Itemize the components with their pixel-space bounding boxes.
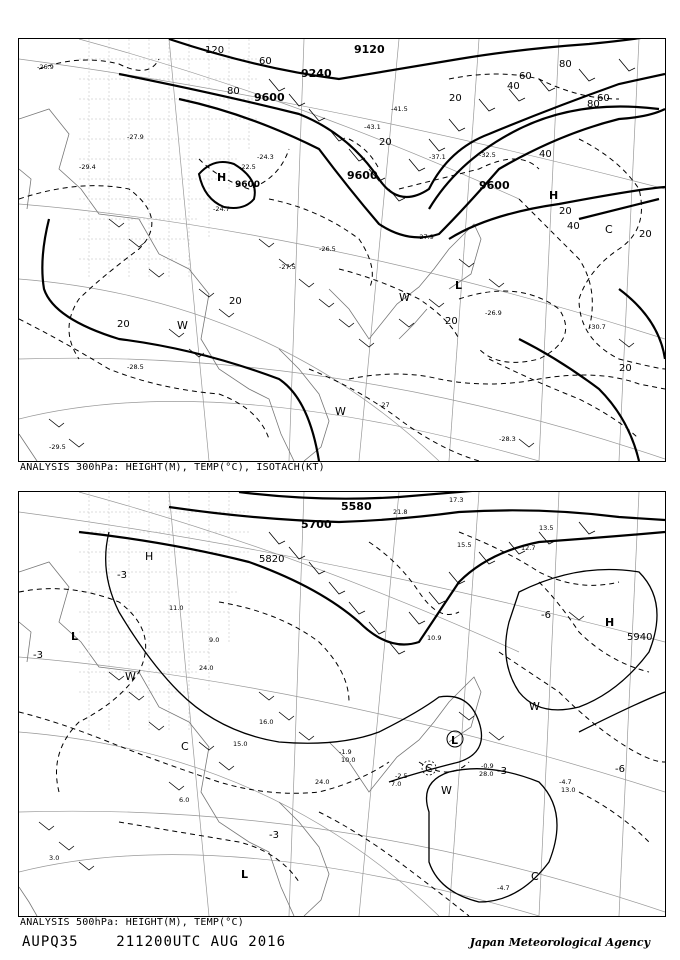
temperature-isotherms <box>19 532 665 916</box>
station-value: 28.0 <box>479 770 494 778</box>
station-value: 16.0 <box>259 718 274 726</box>
isotach-label: 20 <box>639 229 652 240</box>
temperature-label: -28.3 <box>499 435 516 443</box>
isotach-label: 20 <box>449 93 462 104</box>
warm-center-marker: W <box>177 319 188 332</box>
temperature-label: -3 <box>497 766 507 777</box>
temperature-label: -27 <box>379 401 390 409</box>
agency-name: Japan Meteorological Agency <box>469 936 650 949</box>
temperature-label: -28.5 <box>127 363 144 371</box>
isotach-label: 80 <box>587 99 600 110</box>
chart-500hpa <box>18 491 666 917</box>
temperature-label: -30.7 <box>589 323 606 331</box>
station-value: 9.0 <box>209 636 220 644</box>
isotach-label: 80 <box>227 86 240 97</box>
temperature-label: -26.9 <box>37 63 54 71</box>
height-label: 9120 <box>354 43 385 56</box>
temperature-label: -24.7 <box>213 205 230 213</box>
temperature-label: -43.1 <box>364 123 381 131</box>
height-contours <box>42 39 665 461</box>
cold-center-marker: C <box>425 762 433 775</box>
temperature-label: -2.5 <box>395 772 408 780</box>
chart-code: AUPQ35 <box>22 934 79 950</box>
temperature-label: -29.5 <box>49 443 66 451</box>
temperature-label: -22.5 <box>239 163 256 171</box>
temperature-label: -27.9 <box>127 133 144 141</box>
warm-center-marker: W <box>399 291 410 304</box>
graticule <box>19 492 665 916</box>
thin-height-contours <box>106 532 665 902</box>
isotach-label: 20 <box>559 206 572 217</box>
temperature-label: -0.9 <box>481 762 494 770</box>
station-value: 7.0 <box>391 780 402 788</box>
isotach-label: 20 <box>229 296 242 307</box>
isotach-label: 60 <box>597 93 610 104</box>
temperature-label: -3 <box>117 570 127 581</box>
low-pressure-marker: L <box>455 279 463 292</box>
station-value: 24.0 <box>315 778 330 786</box>
height-label: 9600 <box>347 169 378 182</box>
cold-center-marker: C <box>531 870 539 883</box>
warm-center-marker: W <box>125 670 136 683</box>
low-pressure-marker: L <box>71 630 79 643</box>
warm-center-marker: W <box>335 405 346 418</box>
high-pressure-marker: H <box>549 189 559 202</box>
high-pressure-label: 9600 <box>235 180 261 190</box>
station-value: 24.0 <box>199 664 214 672</box>
temperature-label: -1.9 <box>339 748 352 756</box>
temperature-label: -6 <box>541 610 551 621</box>
isotach-label: 40 <box>507 81 520 92</box>
temperature-label: -27.9 <box>417 233 434 241</box>
height-label: 5940 <box>627 632 653 643</box>
height-contours <box>79 492 665 645</box>
height-label: 9600 <box>254 91 285 104</box>
station-value: 3.0 <box>49 854 60 862</box>
warm-center-marker: W <box>441 784 452 797</box>
terrain-grid <box>79 492 249 732</box>
temperature-label: -29.4 <box>79 163 96 171</box>
isotach-label: 20 <box>619 363 632 374</box>
temperature-label: -37.1 <box>429 153 446 161</box>
chart-id-line <box>22 934 286 950</box>
temperature-label: -41.5 <box>391 105 408 113</box>
isotach-label: 60 <box>259 56 272 67</box>
station-value: 12.7 <box>521 544 536 552</box>
station-value: 15.0 <box>233 740 248 748</box>
high-pressure-marker: H <box>605 616 615 629</box>
height-label: 9240 <box>301 67 332 80</box>
height-label: 9600 <box>479 179 510 192</box>
terrain-grid <box>79 39 259 279</box>
temperature-label: -32.5 <box>479 151 496 159</box>
high-pressure-marker: H <box>217 171 227 184</box>
station-value: 11.0 <box>169 604 184 612</box>
cold-center-marker: C <box>605 223 613 236</box>
station-value: 21.8 <box>393 508 408 516</box>
temperature-label: -4.7 <box>559 778 572 786</box>
temperature-label: -3 <box>269 830 279 841</box>
chart-300hpa-map <box>19 39 665 461</box>
low-pressure-marker: L <box>241 868 249 881</box>
chart-300hpa-caption: ANALYSIS 300hPa: HEIGHT(M), TEMP(°C), ISOTACH(KT) <box>20 462 325 473</box>
isotach-contours <box>19 59 665 461</box>
temperature-label: -6 <box>615 764 625 775</box>
isotach-label: 20 <box>445 316 458 327</box>
chart-500hpa-map <box>19 492 665 916</box>
high-pressure-marker: H <box>145 550 154 563</box>
temperature-label: -4.7 <box>497 884 510 892</box>
temperature-label: -26.5 <box>319 245 336 253</box>
isotach-label: 40 <box>539 149 552 160</box>
valid-time: 211200UTC AUG 2016 <box>116 934 287 950</box>
isotach-label: 40 <box>567 221 580 232</box>
chart-500hpa-caption: ANALYSIS 500hPa: HEIGHT(M), TEMP(°C) <box>20 917 244 928</box>
temperature-label: -27.5 <box>279 263 296 271</box>
warm-center-marker: W <box>529 700 540 713</box>
height-label: 5700 <box>301 518 332 531</box>
cold-center-marker: C <box>181 740 189 753</box>
chart-300hpa <box>18 38 666 462</box>
isotach-label: 20 <box>117 319 130 330</box>
station-value: 13.5 <box>539 524 554 532</box>
isotach-label: 60 <box>519 71 532 82</box>
temperature-label: -26.9 <box>485 309 502 317</box>
low-pressure-marker: L <box>451 734 459 747</box>
temperature-label: -3 <box>33 650 43 661</box>
isotach-label: 20 <box>379 137 392 148</box>
temperature-label: -24.3 <box>257 153 274 161</box>
isotach-label: 80 <box>559 59 572 70</box>
isotach-label: 120 <box>205 45 225 56</box>
height-label: 5580 <box>341 500 372 513</box>
station-value: 6.0 <box>179 796 190 804</box>
height-label: 5820 <box>259 554 285 565</box>
station-value: 10.0 <box>341 756 356 764</box>
station-value: 15.5 <box>457 541 472 549</box>
station-value: 17.3 <box>449 496 464 504</box>
station-value: 10.9 <box>427 634 442 642</box>
station-value: 13.0 <box>561 786 576 794</box>
